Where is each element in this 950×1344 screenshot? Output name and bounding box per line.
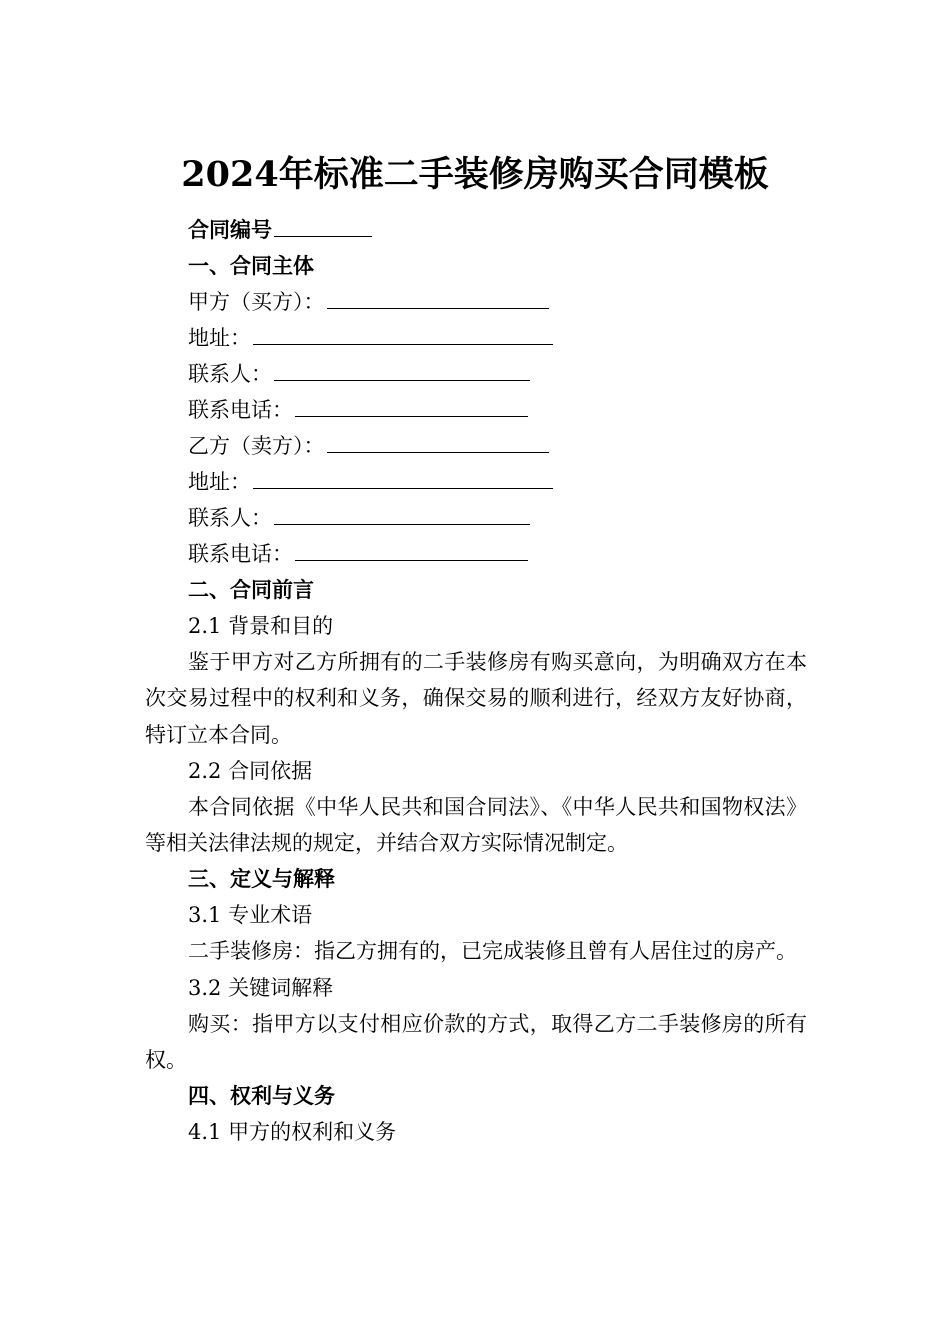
party-a-blank (327, 286, 549, 309)
party-b-blank (327, 430, 549, 453)
party-a-phone-blank (295, 394, 528, 417)
party-a-label: 甲方（买方）： (188, 290, 325, 314)
party-b-contact-line (145, 500, 807, 536)
party-b-phone-line (145, 536, 807, 572)
contract-number-line (145, 212, 807, 248)
party-a-address-line (145, 320, 807, 356)
party-b-phone-label: 联系电话： (188, 542, 293, 566)
subheading-keywords: 3.2 关键词解释 (188, 975, 334, 1000)
document-title: 2024年标准二手装修房购买合同模板 (181, 154, 769, 195)
contract-number-label: 合同编号 (188, 217, 272, 242)
party-a-contact-line (145, 356, 807, 392)
party-b-address-line (145, 464, 807, 500)
party-b-address-blank (253, 466, 553, 489)
party-a-phone-label: 联系电话： (188, 398, 293, 422)
section-heading-definitions: 三、定义与解释 (188, 866, 335, 892)
subheading-basis: 2.2 合同依据 (188, 758, 313, 783)
paragraph-basis: 本合同依据《中华人民共和国合同法》、《中华人民共和国物权法》等相关法律法规的规定，并结合双方实际情况制定。 (145, 794, 807, 856)
paragraph-keywords: 购买：指甲方以支付相应价款的方式，取得乙方二手装修房的所有权。 (145, 1011, 807, 1073)
party-b-line (145, 428, 807, 464)
party-a-phone-line (145, 392, 807, 428)
paragraph-terms: 二手装修房：指乙方拥有的，已完成装修且曾有人居住过的房产。 (188, 939, 797, 964)
party-a-address-blank (253, 322, 553, 345)
party-a-contact-blank (274, 358, 530, 381)
party-b-label: 乙方（卖方）： (188, 434, 325, 458)
subheading-party-a-rights: 4.1 甲方的权利和义务 (188, 1120, 397, 1145)
subheading-background: 2.1 背景和目的 (188, 614, 334, 638)
party-b-contact-label: 联系人： (188, 506, 272, 530)
section-heading-preamble: 二、合同前言 (188, 577, 314, 602)
party-b-address-label: 地址： (188, 470, 251, 494)
party-b-contact-blank (274, 502, 530, 525)
party-a-contact-label: 联系人： (188, 362, 272, 386)
party-a-address-label: 地址： (188, 326, 251, 350)
section-heading-rights: 四、权利与义务 (188, 1083, 335, 1109)
section-heading-subjects: 一、合同主体 (188, 253, 314, 278)
document-body (145, 212, 807, 1150)
paragraph-background: 鉴于甲方对乙方所拥有的二手装修房有购买意向，为明确双方在本次交易过程中的权利和义务，确保交易的顺利进行，经双方友好协商，特订立本合同。 (145, 650, 807, 747)
party-a-line (145, 284, 807, 320)
subheading-terms: 3.1 专业术语 (188, 903, 313, 928)
contract-number-blank (274, 214, 372, 237)
party-b-phone-blank (295, 538, 528, 561)
